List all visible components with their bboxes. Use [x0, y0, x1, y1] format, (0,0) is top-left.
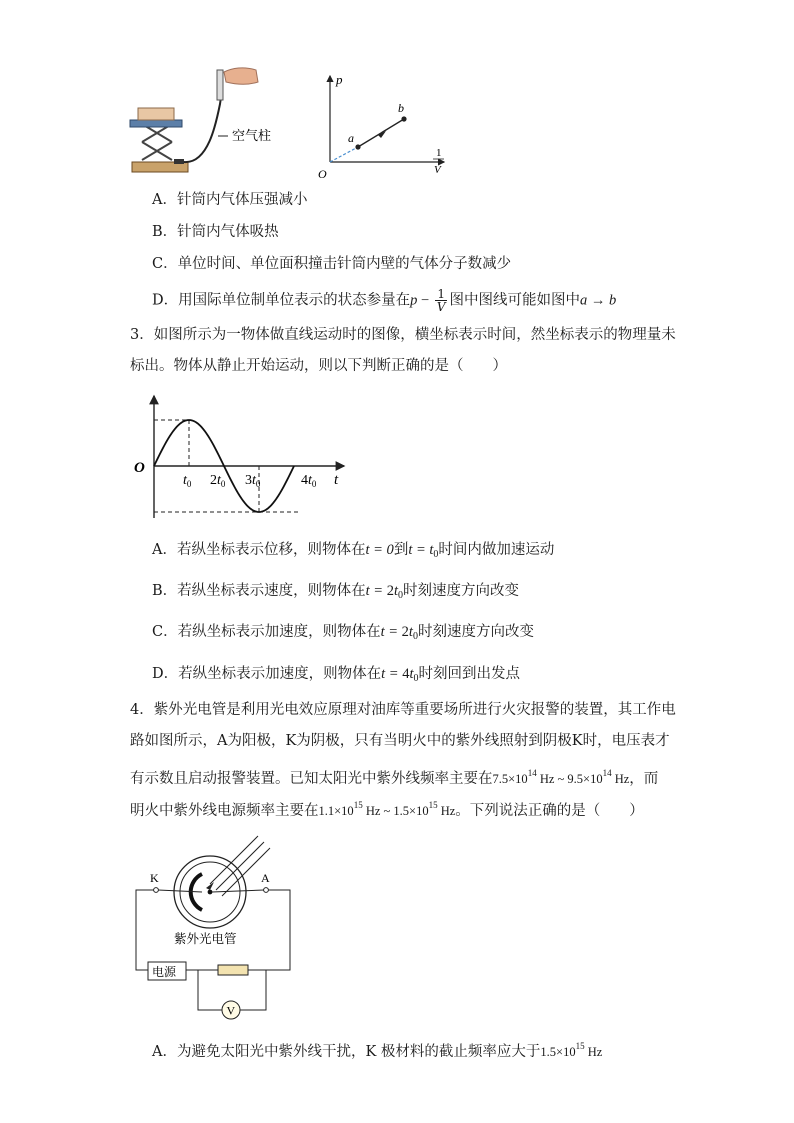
terminal-a: [264, 888, 269, 893]
point-b: [401, 116, 406, 121]
q3-option-a: A．若纵坐标表示位移，则物体在t = 0到$t = t_0$时间内做加速运动: [152, 542, 555, 560]
line-a-b: [358, 119, 404, 147]
q4-circuit-diagram: [130, 830, 300, 1030]
q3-sine-graph: [130, 390, 350, 525]
q3-stem-line1: 3．如图所示为一物体做直线运动时的图像，横坐标表示时间，然坐标表示的物理量未: [130, 327, 676, 343]
voltmeter-label: V: [226, 1003, 236, 1018]
q3-stem-line2: 标出。物体从静止开始运动，则以下判断正确的是（ ）: [130, 358, 507, 374]
power-label: 电源: [152, 965, 177, 979]
point-b-label: b: [398, 101, 404, 115]
inv-v-den: V: [434, 164, 441, 176]
tick-t0: $t_0$: [183, 473, 192, 489]
q2-option-a: A．针筒内气体压强减小: [152, 192, 308, 208]
q4-stem-line4: 明火中紫外线电源频率主要在$1.1\times 10^{15}$ Hz ~ $1.5\times 10^{15}$ Hz。下列说法正确的是（ ）: [130, 800, 644, 819]
q2-option-c: C．单位时间、单位面积撞击针筒内壁的气体分子数减少: [152, 256, 512, 272]
p-inv-v-graph: [312, 70, 452, 180]
q4-stem-line3: 有示数且启动报警装置。已知太阳光中紫外线频率主要在$7.5\times 10^{14}$ Hz ~ $9.5\times 10^{14}$ Hz，而: [130, 768, 659, 787]
q2-option-b: B．针筒内气体吸热: [152, 224, 279, 240]
q3-option-c: C．若纵坐标表示加速度，则物体在$t = 2t_0$时刻速度方向改变: [152, 624, 534, 642]
dashed-extension: [330, 147, 358, 162]
tick-2t0: $2t_0$: [210, 473, 226, 489]
origin-label: O: [318, 167, 327, 181]
resistor: [218, 965, 248, 975]
q4-stem-line2: 路如图所示，A为阳极，K为阴极，只有当明火中的紫外线照射到阴极K时，电压表才: [130, 733, 670, 749]
q3-option-b: B．若纵坐标表示速度，则物体在$t = 2t_0$时刻速度方向改变: [152, 583, 520, 601]
point-a: [355, 144, 360, 149]
syringe-apparatus-figure: [128, 64, 288, 184]
tick-3t0: $3t_0$: [245, 473, 261, 489]
point-a-label: a: [348, 131, 354, 145]
t-axis-label: t: [334, 472, 339, 488]
q3-option-d: D．若纵坐标表示加速度，则物体在$t = 4t_0$时刻回到出发点: [152, 666, 520, 684]
p-axis-label: p: [336, 72, 343, 87]
k-label: K: [150, 871, 159, 885]
a-label: A: [261, 871, 270, 885]
air-column-label: 空气柱: [232, 128, 272, 143]
origin-label: O: [134, 460, 145, 476]
q4-stem-line1: 4．紫外光电管是利用光电效应原理对油库等重要场所进行火灾报警的装置，其工作电: [130, 702, 676, 718]
terminal-k: [154, 888, 159, 893]
tick-4t0: $4t_0$: [301, 473, 317, 489]
anode-dot: [208, 890, 213, 895]
inv-v-num: 1: [436, 147, 442, 159]
q4-option-a: A．为避免太阳光中紫外线干扰，K 极材料的截止频率应大于$1.5\times 10^{15}$ Hz: [152, 1041, 603, 1060]
tube-label: 紫外光电管: [174, 932, 237, 946]
q2-option-d: D．用国际单位制单位表示的状态参量在p − $\frac{1}{V}$ 图中图线可能如图中a → b: [152, 287, 617, 314]
